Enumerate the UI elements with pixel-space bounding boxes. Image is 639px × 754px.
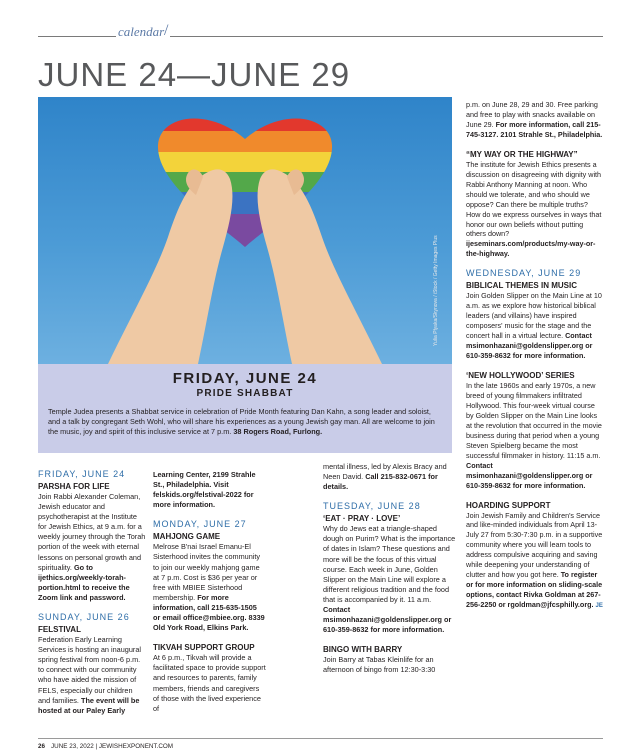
event-description: Melrose B'nai Israel Emanu-El Sisterhood invites the community to join our weekly mahjong game at 7 p.m. Cost is $36 per year or free with MBIEE Sisterhood membership. For more information, call 215-635-1505 or email office@mbiee.org. 8339 Old York Road, Elkins Park. (153, 542, 265, 633)
header-rule-left (38, 36, 116, 37)
event-description: Join Barry at Tabas Kleinlife for an afternoon of bingo from 12:30-3:30 (323, 655, 436, 675)
event-title: HOARDING SUPPORT (466, 500, 551, 510)
event-description: The institute for Jewish Ethics presents a discussion on disagreeing with dignity with Rabbi Anthony Manning at noon. Who should we tolerate, and who should we oppose? Can there be multiple truths? How do we express ourselves in ways that honor our own beliefs without putting others down? ijeseminars.com/products/my-way-or-the-highway. (466, 159, 602, 259)
event-description: Federation Early Learning Services is hosting an inaugural spring festival from noon-6 p.m. to connect with our community who have aided the mission of FELS, especially our children and families. The event will be hosted at our Paley Early (38, 635, 142, 715)
day-heading: MONDAY, JUNE 27 (153, 519, 247, 530)
feature-day: FRIDAY, JUNE 24 (172, 370, 318, 387)
event-title: FELSTIVAL (38, 625, 81, 635)
event-title: ‘NEW HOLLYWOOD’ SERIES (466, 371, 575, 381)
feature-address: 38 Rogers Road, Furlong. (233, 427, 323, 436)
header-rule-right (170, 36, 603, 37)
event-description: Join Rabbi Alexander Coleman, Jewish educator and psychotherapist at the Institute for Jewish Ethics, at 9 a.m. for a weekly journey through the Torah portion of the week with eternal lessons on personal growth and spirituality. Go to ijethics.org/weekly-torah-portion.html to receive the Zoom link and password. (38, 492, 146, 602)
section-slash: / (164, 22, 169, 39)
feature-box (38, 364, 452, 453)
event-description: In the late 1960s and early 1970s, a new breed of young filmmakers infiltrated Hollywood. This four-week virtual course by Golden Slipper on the Main Line looks at the revolution that occurred in the movie business during that period when a young Steven Spielberg became the most successful filmmaker in history. 11:15 a.m. Contact msimonhazani@goldenslipper.org or 610-359-8632 for more information. (466, 381, 602, 490)
event-title: “MY WAY OR THE HIGHWAY” (466, 149, 578, 159)
column-3 (323, 462, 456, 676)
event-title: BINGO WITH BARRY (323, 645, 403, 655)
day-heading: WEDNESDAY, JUNE 29 (466, 268, 582, 279)
pride-heart-photo (38, 97, 452, 364)
event-title: TIKVAH SUPPORT GROUP (153, 643, 255, 653)
event-description: mental illness, led by Alexis Bracy and Neen David. Call 215-832-0671 for details. (323, 462, 447, 492)
event-description: Learning Center, 2199 Strahle St., Philadelphia. Visit felskids.org/felstival-2022 for more information. (153, 470, 256, 510)
event-description: Join Jewish Family and Children's Service and like-minded individuals from April 13-July 27 from 5:30-7:30 p.m. in a supportive community where you will learn tools to address compulsive acquiring and saving while deepening your understanding of clutter and how you got here. To register or for more information on sliding-scale options, contact Rivka Goldman at 267-256-2250 or rgoldman@jfcsphilly.org. JE (466, 510, 603, 610)
column-1 (38, 468, 146, 716)
feature-description: Temple Judea presents a Shabbat service in celebration of Pride Month featuring Dan Kahn, a song leader and soloist, and a talk by congregant Seth Wohl, who will share his experiences as a young Jewish gay man. All are welcome to join the music, joy and spirit of this inclusive service at 7 p.m. 38 Rogers Road, Furlong. (48, 407, 435, 436)
photo-credit: Yulia Plyaka/Skynova / iStock / Getty Images Plus (433, 235, 439, 346)
event-title: ‘EAT · PRAY · LOVE’ (323, 514, 401, 524)
day-heading: SUNDAY, JUNE 26 (38, 612, 130, 623)
section-label: calendar (118, 24, 165, 39)
event-description: At 6 p.m., Tikvah will provide a facilitated space to provide support and resources to parents, family members, friends and caregivers of those with the lived experience of (153, 653, 266, 713)
end-mark: JE (595, 603, 603, 610)
event-title: BIBLICAL THEMES IN MUSIC (466, 281, 577, 291)
footer-text: JUNE 23, 2022 | JEWISHEXPONENT.COM (51, 743, 174, 750)
event-description: Join Golden Slipper on the Main Line at 10 a.m. as we explore how historical biblical leaders (and villains) have inspired composers' music for the stage and the concert hall in a virtual lecture. Contact msimonhazani@goldenslipper.org or 610-359-8632 for more information. (466, 291, 602, 361)
column-4 (466, 100, 603, 612)
day-heading: TUESDAY, JUNE 28 (323, 501, 421, 512)
event-title: MAHJONG GAME (153, 532, 221, 542)
feature-event-name: PRIDE SHABBAT (196, 388, 294, 399)
day-heading: FRIDAY, JUNE 24 (38, 469, 126, 479)
event-description: Why do Jews eat a triangle-shaped dough on Purim? What is the importance of dates in Islam? These questions and more will be the focus of this virtual course. Each week in June, Golden Slipper on the Main Line will explore a different religious tradition and the food that is accompanied by it. 11 a.m. Contact msimonhazani@goldenslipper.org or 610-359-8632 for more information. (323, 524, 456, 635)
photo-illustration (38, 97, 452, 364)
page-title: JUNE 24—JUNE 29 (38, 56, 351, 93)
footer-rule (38, 738, 603, 739)
page-number: 26 (38, 743, 46, 750)
event-description: p.m. on June 28, 29 and 30. Free parking and free to play with snacks available on June 29. For more information, call 215-745-3127. 2101 Strahle St., Philadelphia. (466, 100, 603, 139)
page-footer (38, 743, 173, 750)
event-title: PARSHA FOR LIFE (38, 482, 110, 491)
column-2 (153, 470, 266, 714)
